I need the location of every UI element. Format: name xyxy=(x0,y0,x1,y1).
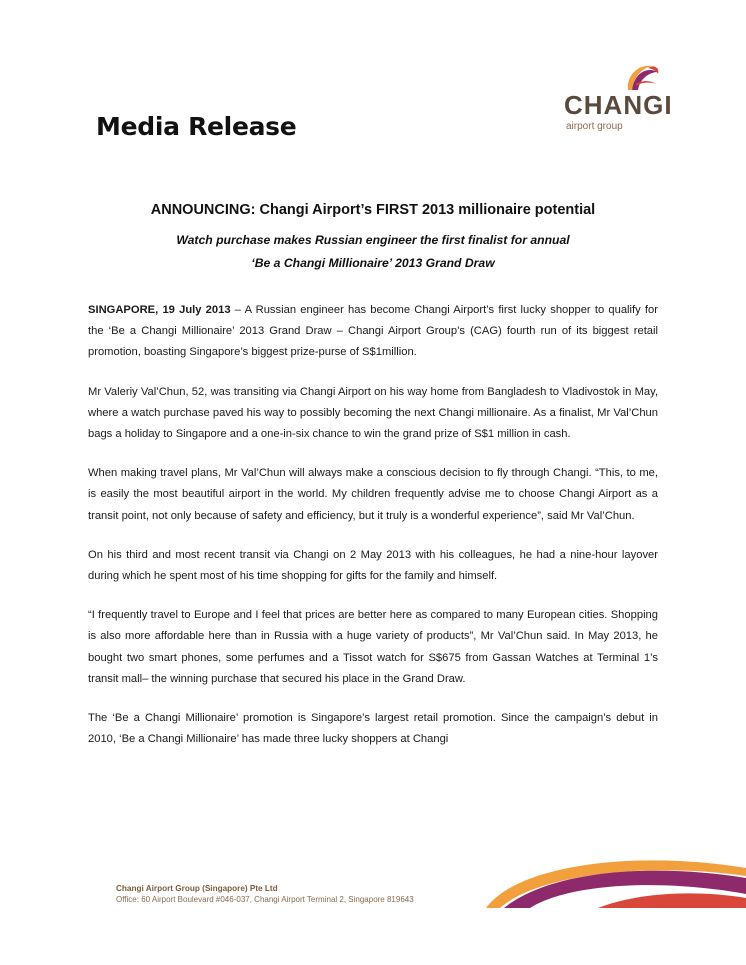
logo-subtitle: airport group xyxy=(566,121,623,132)
changi-logo xyxy=(558,60,688,140)
subheadline-line-2: ‘Be a Changi Millionaire’ 2013 Grand Draw xyxy=(251,256,495,270)
paragraph-1 xyxy=(88,300,658,364)
changi-bird-icon xyxy=(622,60,662,94)
paragraph-1-text: – A Russian engineer has become Changi Airport’s first lucky shopper to qualify for the ‘Be a Changi Millionaire’ 2013 Grand Draw – Changi Airport Group’s (CAG) fourth run of its biggest retail promotion, boasting Singapore’s biggest prize-purse of S$1million. xyxy=(88,304,658,359)
headline: ANNOUNCING: Changi Airport’s FIRST 2013 millionaire potential xyxy=(150,202,596,218)
footer-company: Changi Airport Group (Singapore) Pte Ltd xyxy=(116,884,278,893)
paragraph-5: “I frequently travel to Europe and I feel that prices are better here as compared to many European cities. Shopping is also more affordable here than in Russia with a huge variety of products”, Mr Val’Chun said. In May 2013, he bought two smart phones, some perfumes and a Tissot watch for S$675 from Gassan Watches at Terminal 1’s transit mall– the winning purchase that secured his place in the Grand Draw. xyxy=(88,609,658,685)
paragraph-3: When making travel plans, Mr Val’Chun will always make a conscious decision to fly through Changi. “This, to me, is easily the most beautiful airport in the world. My children frequently advise me to choose Changi Airport as a transit point, not only because of safety and efficiency, but it truly is a wonderful experience”, said Mr Val’Chun. xyxy=(88,467,658,522)
paragraph-6: The ‘Be a Changi Millionaire’ promotion is Singapore’s largest retail promotion. Since the campaign’s debut in 2010, ‘Be a Changi Millionaire’ has made three lucky shoppers at Changi xyxy=(88,712,658,746)
subheadline-line-1: Watch purchase makes Russian engineer the first finalist for annual xyxy=(176,233,570,247)
paragraph-2: Mr Valeriy Val’Chun, 52, was transiting via Changi Airport on his way home from Bangladesh to Vladivostok in May, where a watch purchase paved his way to possibly becoming the next Changi millionaire. As a finalist, Mr Val’Chun bags a holiday to Singapore and a one-in-six chance to win the grand prize of S$1 million in cash. xyxy=(88,385,658,441)
paragraph-4: On his third and most recent transit via Changi on 2 May 2013 with his colleagues, he had a nine-hour layover during which he spent most of his time shopping for gifts for the family and himself. xyxy=(88,548,658,583)
article-body xyxy=(88,300,658,768)
logo-wordmark: CHANGI xyxy=(564,90,673,120)
footer-address: Office: 60 Airport Boulevard #046-037, Changi Airport Terminal 2, Singapore 819643 xyxy=(116,895,414,904)
document-title: Media Release xyxy=(96,112,297,141)
dateline: SINGAPORE, 19 July 2013 xyxy=(88,304,231,316)
footer-swoosh-graphic xyxy=(478,854,746,908)
